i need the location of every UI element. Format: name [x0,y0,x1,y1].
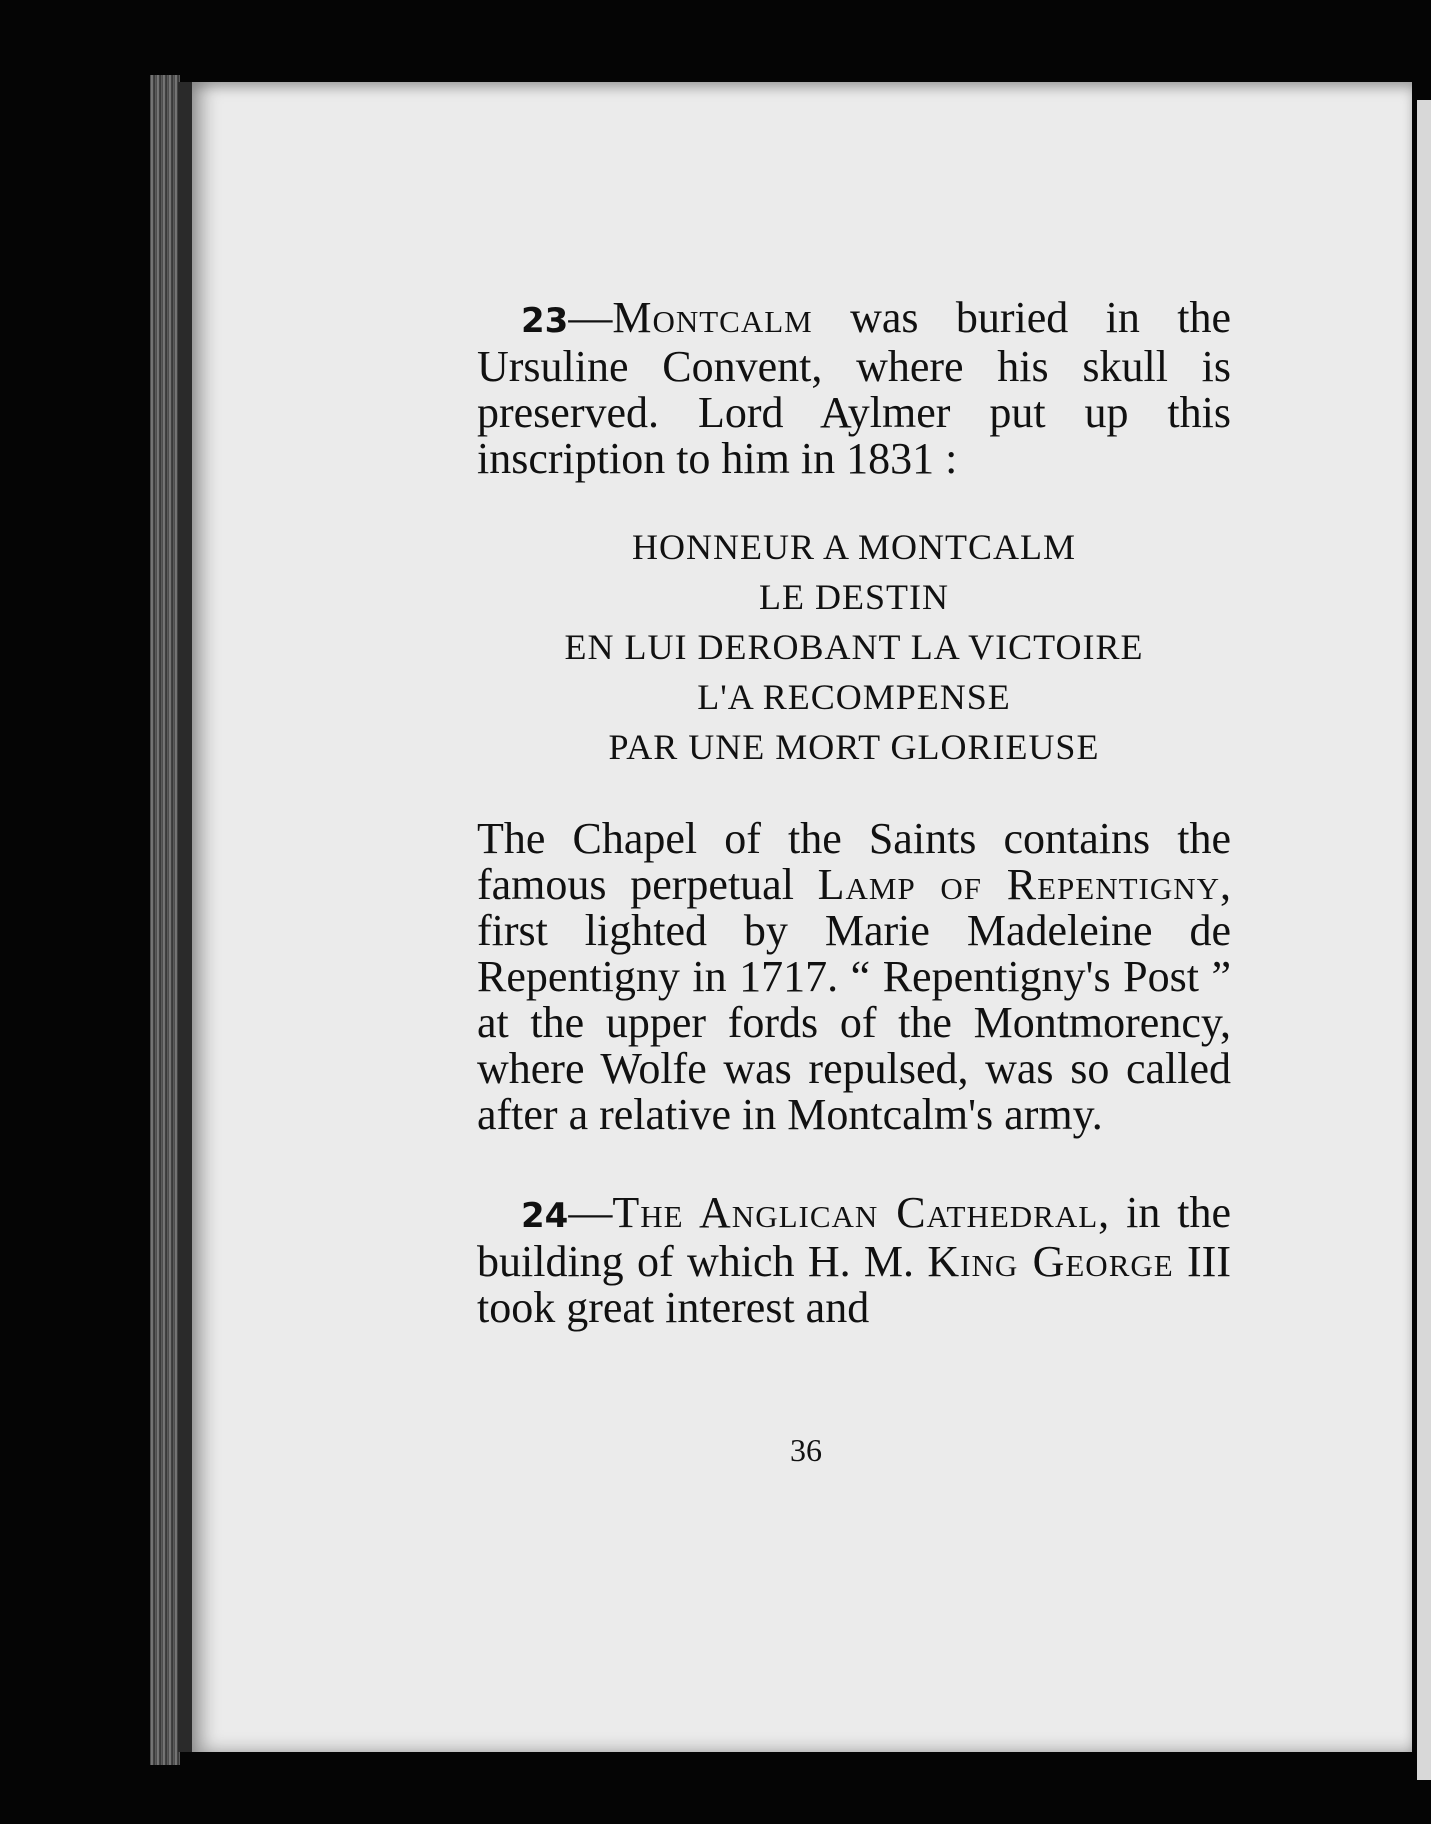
entry-text: , in the building of which H. M. [477,1188,1232,1286]
entry-23-paragraph [477,295,1231,482]
entry-number: 23 [521,301,569,341]
inscription-line: EN LUI DEROBANT LA VICTOIRE [564,627,1144,667]
inscription-line: HONNEUR A MONTCALM [631,527,1077,567]
inscription-line: L'A RECOMPENSE [697,677,1011,717]
chapel-text-after: , first lighted by Marie Madeleine de Repentigny in 1717. “ Repentigny's Post ” at the upper fords of the Montmorency, where Wolfe was repulsed, was so called after a relative in Montcalm's army. [477,860,1231,1139]
inscription-line: PAR UNE MORT GLORIEUSE [608,727,1100,767]
king-name: King George [927,1237,1174,1286]
entry-dash: — [568,293,613,342]
chapel-text: The Chapel of the Saints contains the famous perpetual [477,814,1231,909]
page-number: 36 [790,1432,822,1468]
chapel-paragraph [477,816,1231,1138]
entry-name: Montcalm [612,293,813,342]
entry-24-paragraph [477,1190,1231,1331]
entry-dash: — [568,1188,613,1237]
entry-number: 24 [521,1196,569,1236]
inscription [477,522,1231,772]
page-text [477,295,1231,1331]
entry-text: was buried in the Ursuline Convent, where his skull is preserved. Lord Aylmer put up this inscription to him in 1831 : [477,293,1231,483]
entry-name: The Anglican Cathedral [612,1188,1099,1237]
book-page-edge [150,75,180,1765]
lamp-name: Lamp of Repentigny [817,860,1220,909]
facing-page-edge [1417,100,1431,1780]
entry-text-end: III took great interest and [477,1237,1231,1332]
inscription-line: LE DESTIN [759,577,949,617]
